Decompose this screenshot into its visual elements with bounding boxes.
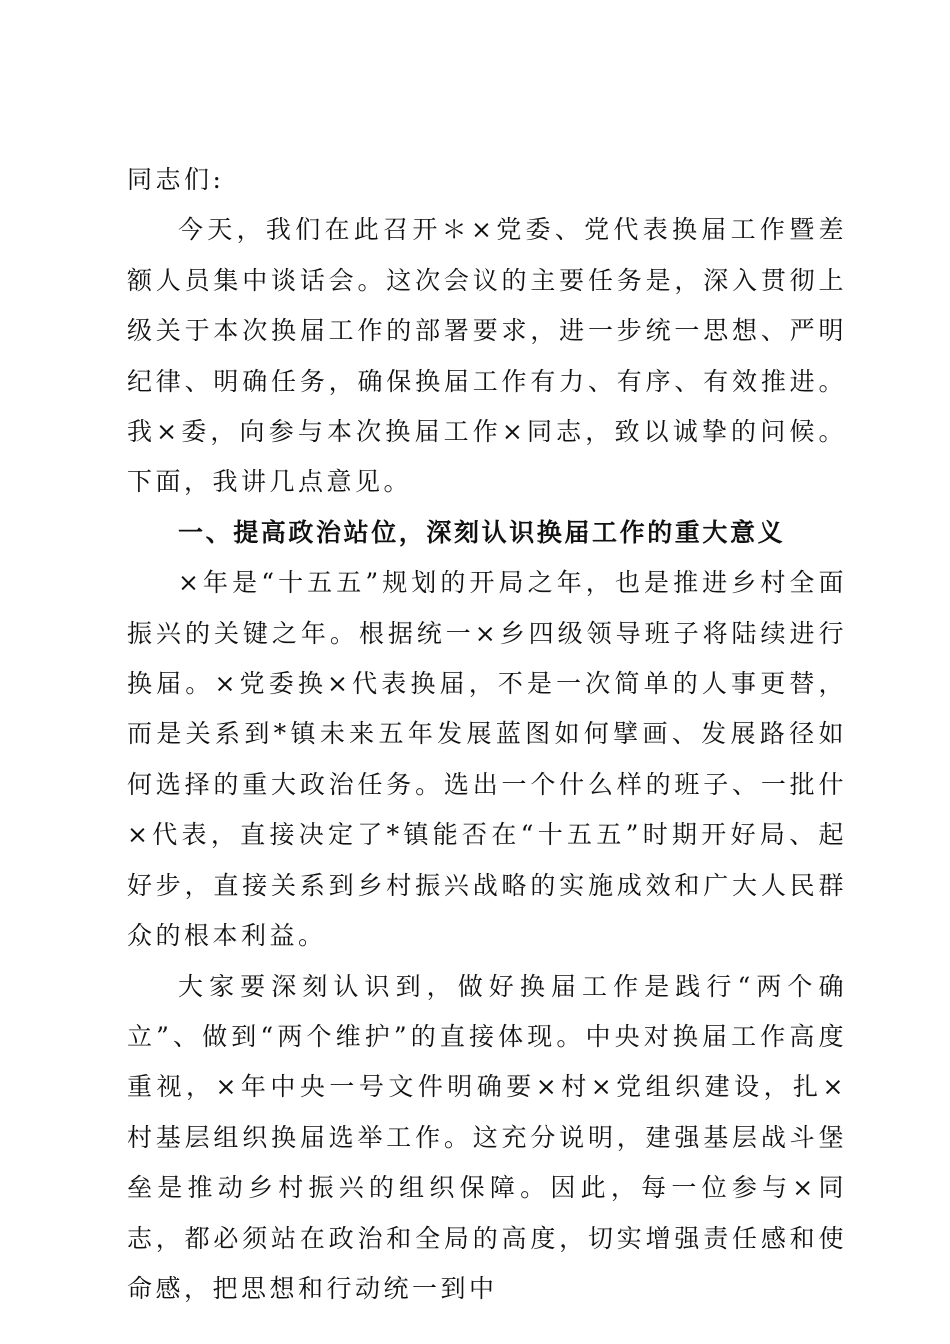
opening-paragraph: 今天，我们在此召开＊×党委、党代表换届工作暨差额人员集中谈话会。这次会议的主要任务是，深入贯彻上级关于本次换届工作的部署要求，进一步统一思想、严明纪律、明确任务，确保换届工作有力、有序、有效推进。我×委，向参与本次换届工作×同志，致以诚挚的问候。下面，我讲几点意见。 bbox=[127, 215, 847, 497]
section-heading: 一、提高政治站位，深刻认识换届工作的重大意义 bbox=[178, 517, 786, 547]
document-body bbox=[127, 155, 847, 1314]
body-paragraph: 大家要深刻认识到，做好换届工作是践行“两个确立”、做到“两个维护”的直接体现。中央对换届工作高度重视，×年中央一号文件明确要×村×党组织建设，扎×村基层组织换届选举工作。这充分说明，建强基层战斗堡垒是推动乡村振兴的组织保障。因此，每一位参与×同志，都必须站在政治和全局的高度，切实增强责任感和使命感，把思想和行动统一到中 bbox=[127, 971, 847, 1303]
salutation: 同志们: bbox=[127, 165, 225, 194]
body-paragraph: ×年是“十五五”规划的开局之年，也是推进乡村全面振兴的关键之年。根据统一×乡四级领导班子将陆续进行换届。×党委换×代表换届，不是一次简单的人事更替，而是关系到*镇未来五年发展蓝图如何擘画、发展路径如何选择的重大政治任务。选出一个什么样的班子、一批什×代表，直接决定了*镇能否在“十五五”时期开好局、起好步，直接关系到乡村振兴战略的实施成效和广大人民群众的根本利益。 bbox=[127, 568, 847, 951]
